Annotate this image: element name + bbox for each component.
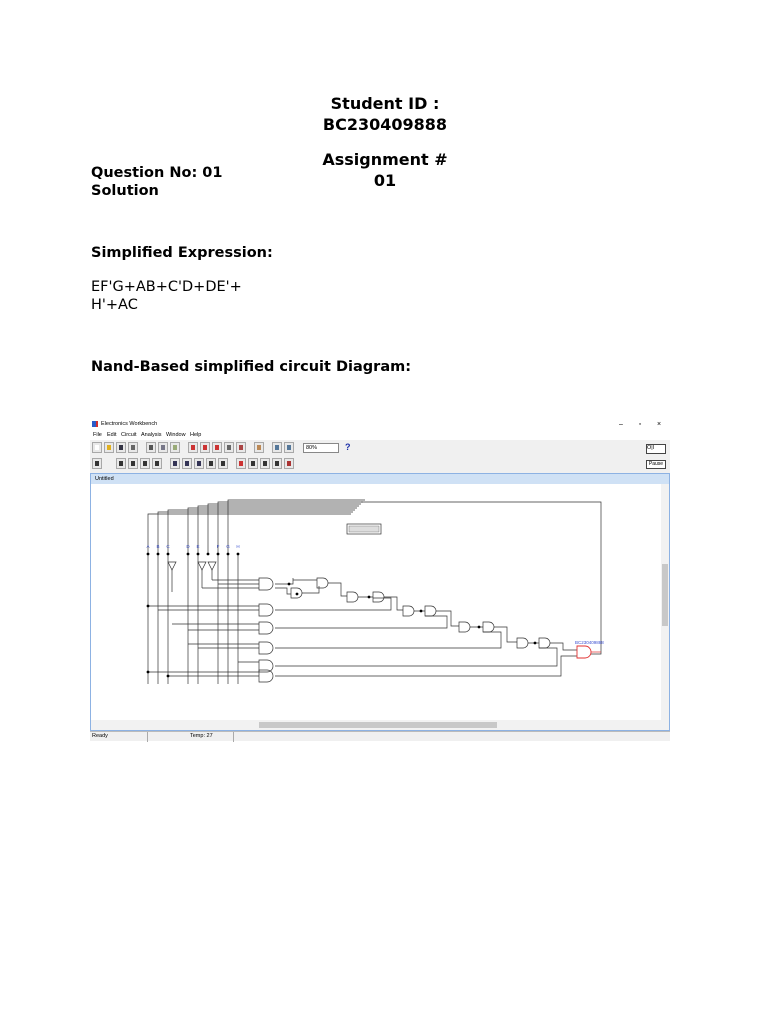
miscellaneous-bin-icon[interactable] [260,458,270,469]
expression-line-2: H'+AC [91,297,138,313]
assignment-block [300,149,470,191]
assignment-label: Assignment # [322,150,448,169]
custom-bin-icon[interactable] [284,458,294,469]
paste-icon[interactable] [170,442,180,453]
cut-icon[interactable] [146,442,156,453]
expression-line-1: EF'G+AB+C'D+DE'+ [91,279,242,295]
question-block [91,164,222,200]
sources-bin-icon[interactable] [116,458,126,469]
solution-label: Solution [91,183,159,199]
flip-vertical-icon[interactable] [212,442,222,453]
close-button[interactable]: × [656,421,662,428]
logic-gates-bin-icon[interactable] [206,458,216,469]
input-label-d: D [186,544,190,549]
maximize-button[interactable]: ▫ [638,421,642,428]
transistors-bin-icon[interactable] [152,458,162,469]
menu-file[interactable]: File [93,432,102,438]
open-icon[interactable] [104,442,114,453]
document-title: Untitled [91,474,669,484]
input-label-b: B [156,544,160,549]
menu-window[interactable]: Window [166,432,186,438]
digital-bin-icon[interactable] [218,458,228,469]
input-label-h: H [236,544,240,549]
vertical-scroll-thumb[interactable] [662,564,668,626]
menu-bar [90,431,670,440]
circuit-document-window [90,473,670,731]
app-icon [92,421,98,427]
output-gate [577,646,591,658]
new-icon[interactable] [92,442,102,453]
circuit-diagram-heading: Nand-Based simplified circuit Diagram: [91,359,412,375]
horizontal-scrollbar[interactable] [91,720,669,730]
rotate-icon[interactable] [188,442,198,453]
simplified-expression [91,278,242,314]
parts-bin-toolbar [90,457,670,471]
workbench-screenshot [90,418,670,741]
vertical-scrollbar[interactable] [661,484,669,720]
simplified-expression-heading: Simplified Expression: [91,245,273,261]
flip-icon[interactable] [200,442,210,453]
help-icon[interactable]: ? [345,442,351,452]
digital-ics-bin-icon[interactable] [194,458,204,469]
instruments-bin-icon[interactable] [272,458,282,469]
zoom-out-icon[interactable] [284,442,294,453]
menu-edit[interactable]: Edit [107,432,117,438]
title-bar [90,418,670,431]
copy-icon[interactable] [158,442,168,453]
zoom-in-icon[interactable] [272,442,282,453]
menu-circuit[interactable]: Circuit [121,432,137,438]
question-number: Question No: 01 [91,165,223,181]
circuit-canvas[interactable] [91,484,661,720]
print-icon[interactable] [128,442,138,453]
basic-bin-icon[interactable] [128,458,138,469]
menu-analysis[interactable]: Analysis [141,432,162,438]
input-label-e: E [196,544,200,549]
app-title: Electronics Workbench [101,421,158,427]
horizontal-scroll-thumb[interactable] [259,722,497,728]
favorites-bin-icon[interactable] [92,458,102,469]
status-ready: Ready [90,732,148,742]
zoom-select[interactable]: 80% [303,443,339,453]
main-toolbar [90,441,670,455]
menu-help[interactable]: Help [190,432,202,438]
mixed-ics-bin-icon[interactable] [182,458,192,469]
indicators-bin-icon[interactable] [236,458,246,469]
minimize-button[interactable]: – [619,421,623,428]
diodes-bin-icon[interactable] [140,458,150,469]
input-label-f: F [216,544,220,549]
student-id-label: Student ID : [330,94,440,113]
input-label-a: A [146,544,150,549]
student-id-block [300,93,470,135]
controls-bin-icon[interactable] [248,458,258,469]
word-generator[interactable] [347,524,381,534]
pause-button[interactable]: Pause [646,460,666,469]
input-label-g: G [226,544,230,549]
student-id-value: BC230409888 [322,115,448,134]
component-properties-icon[interactable] [254,442,264,453]
input-label-c: C [166,544,170,549]
power-switch[interactable]: O|I [646,444,666,454]
save-icon[interactable] [116,442,126,453]
analog-ics-bin-icon[interactable] [170,458,180,469]
assignment-number: 01 [373,171,397,190]
status-temperature: Temp: 27 [188,732,234,742]
subcircuit-icon[interactable] [224,442,234,453]
output-probe-label: BC230409888 [575,640,604,645]
status-bar [90,731,670,741]
graph-icon[interactable] [236,442,246,453]
